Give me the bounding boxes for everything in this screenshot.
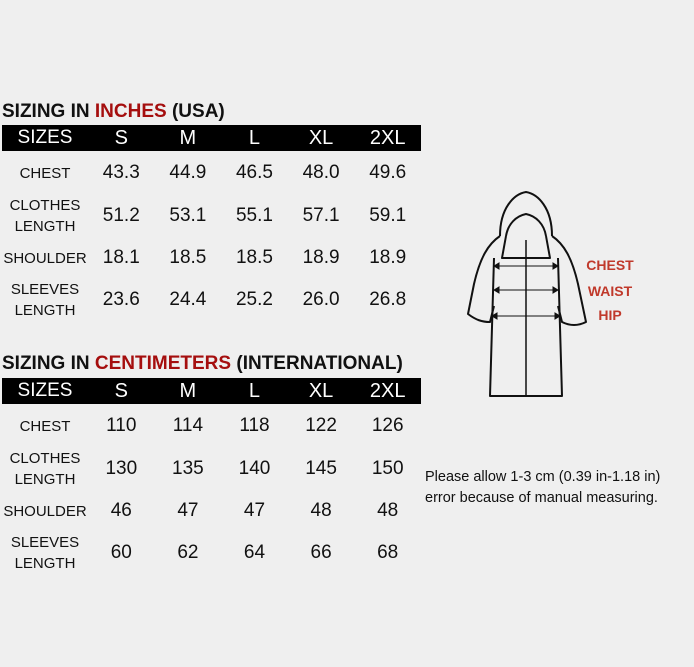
table-cell: 126 [371,415,404,436]
table-cell: 23.6 [102,289,140,310]
table-cell: 135 [172,458,204,479]
centimeters-header-row [2,378,421,404]
table-cell: 110 [106,415,137,436]
table-cell: 68 [377,542,399,563]
table-row [2,151,421,195]
row-label-line: LENGTH [14,471,76,488]
inches-title-accent: INCHES [94,101,167,122]
table-cell: 53.1 [169,205,207,226]
table-cell: 140 [238,458,271,479]
table-cell: 145 [305,458,337,479]
table-cell: 18.5 [169,247,207,268]
row-label-line: LENGTH [14,218,76,235]
row-label-line: CLOTHES [9,197,81,214]
row-label [2,237,88,279]
row-label-line: SLEEVES [10,281,80,298]
table-cell: 47 [243,500,266,521]
note-line: Please allow 1-3 cm (0.39 in-1.18 in) [425,469,661,485]
table-row [2,532,421,574]
table-cell: 55.1 [235,205,273,226]
diagram-label-waist: WAIST [587,283,633,299]
table-cell: 150 [371,458,404,479]
header-size-xl: XL [308,126,334,149]
table-cell: 48 [377,500,399,521]
table-cell: 64 [243,542,266,563]
header-size-s: S [114,126,128,149]
table-row [2,404,421,448]
table-cell: 46 [110,500,132,521]
table-cell: 18.5 [235,247,273,268]
header-size-2xl: 2XL [369,379,406,402]
header-size-2xl: 2XL [369,126,406,149]
row-label [2,195,88,237]
centimeters-title [2,353,403,375]
table-cell: 60 [110,542,132,563]
table-cell: 18.9 [369,247,407,268]
table-row [2,195,421,237]
diagram-label-chest: CHEST [586,257,634,273]
centimeters-size-table [2,378,421,574]
row-label [2,490,88,532]
hooded-robe-icon [468,192,586,396]
row-label-line: SLEEVES [10,534,80,551]
diagram-label-hip: HIP [598,307,622,323]
row-label-line: SHOULDER [3,502,87,520]
header-size-xl: XL [308,379,334,402]
table-cell: 24.4 [169,289,207,310]
table-cell: 46.5 [235,162,273,183]
table-cell: 44.9 [169,162,207,183]
row-label-line: CHEST [19,164,71,182]
inches-header-row [2,125,421,151]
table-cell: 66 [310,542,332,563]
table-cell: 48.0 [302,162,340,183]
row-label [2,532,88,574]
header-size-m: M [179,126,197,149]
header-size-l: L [248,379,261,402]
centimeters-title-prefix: SIZING IN [2,353,95,374]
table-cell: 62 [177,542,199,563]
table-cell: 48 [310,500,332,521]
row-label [2,279,88,321]
table-row [2,279,421,321]
table-cell: 57.1 [302,205,340,226]
table-cell: 25.2 [235,289,273,310]
inches-title [2,101,225,123]
row-label-line: CHEST [19,417,71,435]
row-label [2,404,88,448]
robe-measurement-diagram [462,188,652,408]
table-cell: 114 [172,415,204,436]
measurement-note [425,467,693,509]
table-cell: 47 [177,500,199,521]
inches-size-table [2,125,421,321]
table-row [2,237,421,279]
table-cell: 118 [239,415,270,436]
table-cell: 43.3 [102,162,140,183]
centimeters-title-suffix: (INTERNATIONAL) [231,353,403,374]
table-cell: 130 [105,458,138,479]
table-cell: 122 [305,415,337,436]
table-cell: 51.2 [102,205,140,226]
header-sizes: SIZES [17,380,73,401]
table-cell: 26.0 [302,289,340,310]
table-cell: 26.8 [369,289,407,310]
table-row [2,490,421,532]
note-line: error because of manual measuring. [425,490,658,506]
table-cell: 18.1 [102,247,140,268]
inches-title-suffix: (USA) [166,101,225,122]
header-sizes: SIZES [17,127,73,148]
table-cell: 18.9 [302,247,340,268]
row-label-line: LENGTH [14,555,76,572]
table-row [2,448,421,490]
table-cell: 49.6 [369,162,407,183]
row-label [2,448,88,490]
row-label-line: SHOULDER [3,249,87,267]
header-size-s: S [114,379,128,402]
row-label [2,151,88,195]
header-size-l: L [248,126,261,149]
centimeters-title-accent: CENTIMETERS [94,353,232,374]
table-cell: 59.1 [369,205,407,226]
header-size-m: M [179,379,197,402]
inches-title-prefix: SIZING IN [2,101,95,122]
row-label-line: CLOTHES [9,450,81,467]
row-label-line: LENGTH [14,302,76,319]
